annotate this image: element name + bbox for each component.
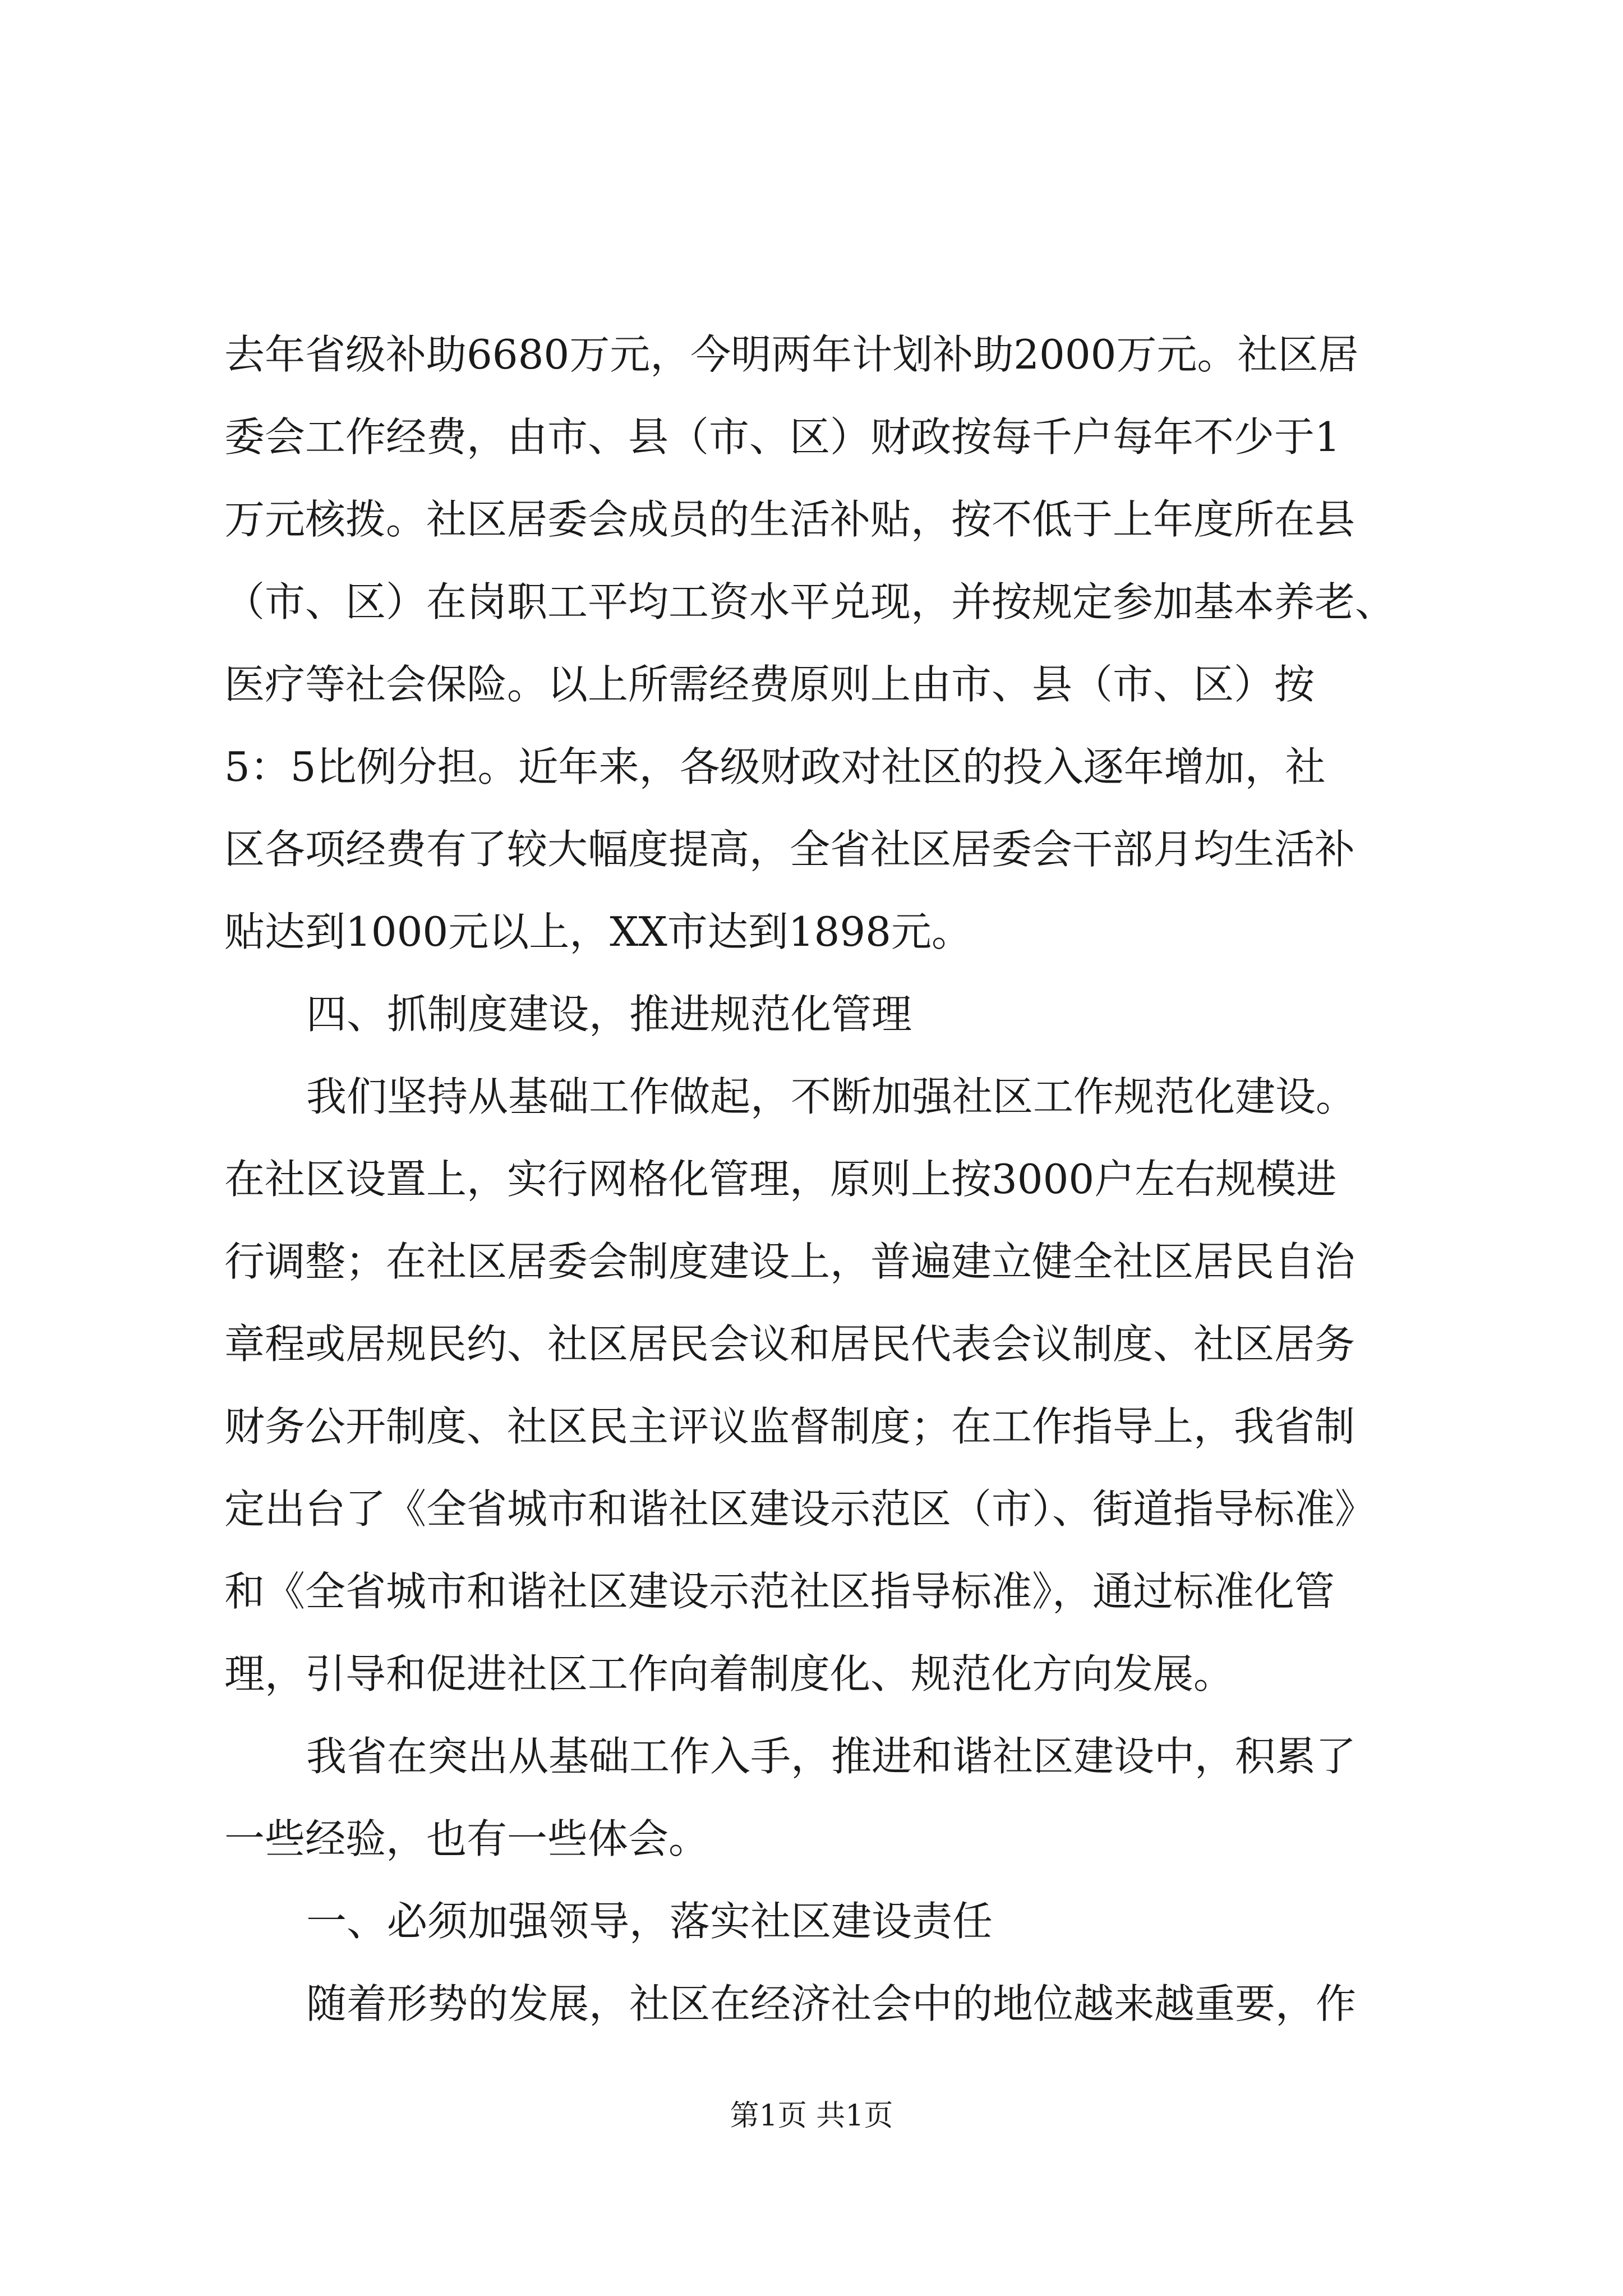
text-line: 医疗等社会保险。以上所需经费原则上由市、县（市、区）按	[224, 661, 1315, 708]
text-line: 万元核拨。社区居委会成员的生活补贴，按不低于上年度所在县	[224, 496, 1355, 543]
text-line: 随着形势的发展，社区在经济社会中的地位越来越重要，作	[306, 1980, 1357, 2027]
section-heading: 四、抓制度建设，推进规范化管理	[306, 991, 912, 1038]
text-line: 去年省级补助6680万元，今明两年计划补助2000万元。社区居	[224, 331, 1359, 378]
text-line: 行调整；在社区居委会制度建设上，普遍建立健全社区居民自治	[224, 1238, 1355, 1285]
text-line: 定出台了《全省城市和谐社区建设示范区（市）、街道指导标准》	[224, 1485, 1376, 1533]
text-line: 一些经验，也有一些体会。	[224, 1815, 709, 1862]
text-line: 和《全省城市和谐社区建设示范社区指导标准》，通过标准化管	[224, 1568, 1335, 1615]
page-footer: 第1页 共1页	[730, 2099, 893, 2133]
section-heading: 一、必须加强领导，落实社区建设责任	[306, 1898, 993, 1945]
text-line: 委会工作经费，由市、县（市、区）财政按每千户每年不少于1	[224, 413, 1340, 461]
text-line: 我省在突出从基础工作入手，推进和谐社区建设中，积累了	[306, 1733, 1357, 1780]
text-line: 区各项经费有了较大幅度提高，全省社区居委会干部月均生活补	[224, 826, 1355, 873]
text-line: 在社区设置上，实行网格化管理，原则上按3000户左右规模进	[224, 1156, 1337, 1203]
text-line: 财务公开制度、社区民主评议监督制度；在工作指导上，我省制	[224, 1403, 1355, 1450]
text-line: 贴达到1000元以上，XX市达到1898元。	[224, 908, 972, 955]
text-line: 我们坚持从基础工作做起，不断加强社区工作规范化建设。	[306, 1073, 1357, 1120]
text-line: 5：5比例分担。近年来，各级财政对社区的投入逐年增加，社	[224, 743, 1326, 790]
text-line: （市、区）在岗职工平均工资水平兑现，并按规定参加基本养老、	[224, 578, 1396, 625]
text-line: 理，引导和促进社区工作向着制度化、规范化方向发展。	[224, 1650, 1234, 1697]
text-line: 章程或居规民约、社区居民会议和居民代表会议制度、社区居务	[224, 1320, 1355, 1368]
